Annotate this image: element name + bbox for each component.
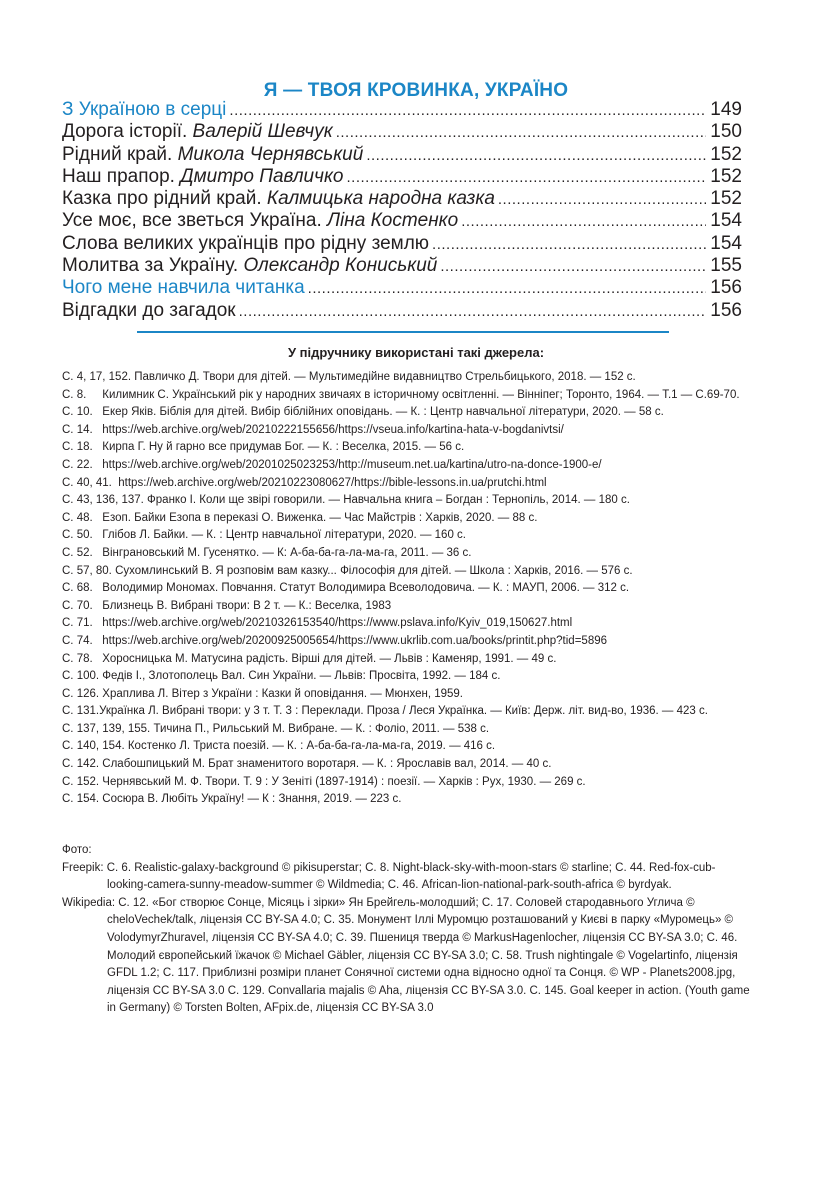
toc-entry[interactable] — [62, 233, 742, 255]
toc-title-text: Молитва за Україну. — [62, 255, 244, 277]
source-text: Слабошпицький М. Брат знаменитого воротаря. — К. : Ярославів вал, 2014. — 40 с. — [102, 758, 552, 771]
source-text: Сухомлинський В. Я розповім вам казку... Філософія для дітей. — Школа : Харків, 2016. — 576 с. — [115, 564, 633, 577]
toc-author: Калмицька народна казка — [266, 188, 495, 210]
source-page-ref: С. 48. — [62, 511, 103, 524]
source-text: Костенко Л. Триста поезій. — К. : А-ба-ба-га-ла-ма-га, 2019. — 416 с. — [127, 740, 496, 753]
source-page-ref: С. 43, 136, 137. — [62, 494, 148, 507]
toc-page-number: 155 — [710, 255, 742, 277]
source-text: Тичина П., Рильський М. Вибране. — К. : Фоліо, 2011. — 538 с. — [153, 722, 490, 735]
toc-author: Ліна Костенко — [327, 210, 459, 232]
source-entry — [62, 633, 752, 651]
toc-page-number: 154 — [710, 210, 742, 232]
toc-title-text: Наш прапор. — [62, 165, 181, 187]
source-entry — [62, 563, 752, 581]
source-text: Сосюра В. Любіть Україну! — К : Знання, 2019. — 223 с. — [102, 793, 402, 806]
source-page-ref: С. 10. — [62, 406, 103, 419]
toc-title-text: Казка про рідний край. — [62, 188, 267, 210]
toc-entry[interactable] — [62, 255, 742, 277]
toc-entry-title — [62, 144, 363, 166]
toc-title-text: Усе моє, все зветься Україна. — [62, 210, 328, 232]
toc-leader-dots — [461, 211, 706, 233]
source-page-ref: С. 78. — [62, 652, 103, 665]
source-page-ref: С. 14. — [62, 423, 103, 436]
source-text: Храплива Л. Вітер з України : Казки й оповідання. — Мюнхен, 1959. — [102, 687, 463, 700]
source-page-ref: С. 154. — [62, 793, 103, 806]
toc-entry-title — [62, 300, 236, 322]
source-entry — [62, 774, 752, 792]
source-page-ref: С. 131. — [62, 705, 100, 718]
source-text: https://web.archive.org/web/20200925005654/https://www.ukrlib.com.ua/books/printit.php?tid=5896 — [102, 634, 608, 647]
sources-title: У підручнику використані такі джерела: — [287, 345, 545, 360]
toc-leader-dots — [432, 234, 706, 256]
source-entry — [62, 738, 752, 756]
section-title: Я — ТВОЯ КРОВИНКА, УКРАЇНО — [263, 80, 569, 101]
source-entry — [62, 475, 752, 493]
source-text: Близнець В. Вибрані твори: В 2 т. — К.: Веселка, 1983 — [102, 599, 392, 612]
toc-entry[interactable] — [62, 144, 742, 166]
source-text: Павличко Д. Твори для дітей. — Мультимедійне видавництво Стрельбицького, 2018. — 152 с. — [134, 371, 636, 383]
toc-entry-title — [62, 210, 458, 232]
toc-title-text: З Україною в серці — [62, 99, 227, 120]
toc-entry[interactable] — [62, 99, 742, 121]
source-page-ref: С. 40, 41. — [62, 476, 119, 489]
source-entry — [62, 721, 752, 739]
toc-entry[interactable] — [62, 300, 742, 322]
toc-title-text: Відгадки до загадок — [62, 299, 236, 321]
source-page-ref: С. 126. — [62, 687, 103, 700]
source-text: Чернявський М. Ф. Твори. Т. 9 : У Зеніті (1897-1914) : поезії. — Харків : Рух, 1930. — 269 с. — [102, 775, 586, 788]
toc-author: Олександр Кониський — [243, 255, 438, 277]
table-of-contents — [62, 99, 742, 322]
toc-leader-dots — [336, 122, 707, 144]
toc-page-number: 152 — [710, 188, 742, 210]
toc-author: Дмитро Павличко — [180, 165, 344, 187]
toc-title-text: Дорога історії. — [62, 121, 193, 143]
source-text: Езоп. Байки Езопа в переказі О. Виженка. — Час Майстрів : Харків, 2020. — 88 с. — [102, 511, 538, 524]
source-page-ref: С. 50. — [62, 529, 103, 542]
toc-leader-dots — [366, 145, 706, 167]
source-text: https://web.archive.org/web/20201025023253/http://museum.net.ua/kartina/utro-na-donce-1900-e/ — [102, 458, 602, 471]
source-entry — [62, 457, 752, 475]
photo-credits — [62, 842, 752, 1018]
toc-entry-title — [62, 166, 344, 188]
toc-entry[interactable] — [62, 210, 742, 232]
source-page-ref: С. 18. — [62, 441, 103, 454]
source-entry — [62, 615, 752, 633]
source-entry — [62, 598, 752, 616]
toc-page-number: 149 — [710, 99, 742, 120]
toc-entry-title — [62, 99, 226, 121]
toc-entry[interactable] — [62, 166, 742, 188]
toc-entry[interactable] — [62, 188, 742, 210]
source-text: https://web.archive.org/web/20210223080627/https://bible-lessons.in.ua/prutchi.html — [118, 476, 547, 489]
toc-page-number: 152 — [710, 165, 742, 187]
toc-entry-title — [62, 255, 437, 277]
source-entry — [62, 369, 752, 387]
toc-entry[interactable] — [62, 277, 742, 299]
source-entry — [62, 703, 752, 721]
source-text: Килимник С. Український рік у народних звичаях в історичному освітленні. — Вінніпег; Торонто, 1964. — Т.1 — С.69-70. — [102, 388, 740, 401]
source-entry — [62, 510, 752, 528]
source-page-ref: С. 152. — [62, 775, 103, 788]
source-text: Федів І., Злотополець Вал. Син України. — Львів: Просвіта, 1992. — 184 с. — [102, 670, 501, 683]
source-text: Екер Яків. Біблія для дітей. Вибір біблійних оповідань. — К. : Центр навчальної літератури, 2020. — 58 с. — [102, 406, 664, 419]
source-page-ref: С. 68. — [62, 582, 103, 595]
toc-page-number: 156 — [710, 299, 742, 321]
toc-entry[interactable] — [62, 121, 742, 143]
source-entry — [62, 404, 752, 422]
source-text: Володимир Мономах. Повчання. Статут Володимира Всеволодовича. — К. : МАУП, 2006. — 312 с. — [102, 582, 630, 595]
divider-rule — [137, 331, 669, 333]
photo-credit-block: Freepik: С. 6. Realistic-galaxy-background © pikisuperstar; С. 8. Night-black-sky-with-moon-stars © starline; С. 44. Red-fox-cub-looking-camera-sunny-meadow-summer © Wildmedia; С. 46. African-lion-national-park-south-africa © byrdyak. — [62, 861, 716, 892]
toc-page-number: 154 — [710, 232, 742, 254]
toc-leader-dots — [308, 278, 707, 300]
source-page-ref: С. 70. — [62, 599, 103, 612]
source-entry — [62, 387, 752, 405]
source-page-ref: С. 22. — [62, 458, 103, 471]
source-page-ref: С. 52. — [62, 546, 103, 559]
source-page-ref: С. 100. — [62, 670, 103, 683]
source-text: https://web.archive.org/web/20210326153540/https://www.pslava.info/Kyiv_019,150627.html — [102, 617, 573, 630]
toc-leader-dots — [239, 301, 707, 323]
source-text: https://web.archive.org/web/20210222155656/https://vseua.info/kartina-hata-v-bogdanivtsi/ — [102, 423, 564, 436]
toc-page-number: 152 — [710, 143, 742, 165]
toc-author: Валерій Шевчук — [192, 121, 333, 143]
toc-leader-dots — [440, 256, 706, 278]
source-entry — [62, 545, 752, 563]
toc-leader-dots — [498, 189, 706, 211]
source-text: Українка Л. Вибрані твори: у 3 т. Т. 3 : Переклади. Проза / Леся Українка. — Київ: Держ. літ. вид-во, 1936. — 423 с. — [99, 705, 708, 718]
source-entry — [62, 791, 752, 809]
toc-page-number: 156 — [710, 277, 742, 299]
source-entry — [62, 580, 752, 598]
toc-leader-dots — [229, 100, 706, 122]
source-page-ref: С. 71. — [62, 617, 103, 630]
source-page-ref: С. 8. — [62, 388, 103, 401]
source-text: Кирпа Г. Ну й гарно все придумав Бог. — К. : Веселка, 2015. — 56 с. — [102, 441, 465, 454]
source-page-ref: С. 142. — [62, 758, 103, 771]
source-page-ref: С. 57, 80. — [62, 564, 116, 577]
source-page-ref: С. 4, 17, 152. — [62, 371, 135, 383]
source-page-ref: С. 137, 139, 155. — [62, 722, 154, 735]
source-entry — [62, 439, 752, 457]
toc-leader-dots — [347, 167, 707, 189]
toc-entry-title — [62, 233, 429, 255]
source-page-ref: С. 140, 154. — [62, 740, 128, 753]
source-entry — [62, 651, 752, 669]
source-text: Хоросницька М. Матусина радість. Вірші для дітей. — Львів : Каменяр, 1991. — 49 с. — [102, 652, 557, 665]
source-page-ref: С. 74. — [62, 634, 103, 647]
sources-list — [62, 369, 752, 809]
source-text: Глібов Л. Байки. — К. : Центр навчальної літератури, 2020. — 160 с. — [102, 529, 466, 542]
photos-label: Фото: — [62, 844, 92, 856]
source-entry — [62, 492, 752, 510]
toc-page-number: 150 — [710, 121, 742, 143]
toc-entry-title — [62, 121, 333, 143]
source-entry — [62, 527, 752, 545]
toc-entry-title — [62, 188, 495, 210]
toc-title-text: Рідний край. — [62, 143, 178, 165]
toc-entry-title — [62, 277, 305, 299]
toc-title-text: Слова великих українців про рідну землю — [62, 232, 430, 254]
source-entry — [62, 756, 752, 774]
photo-credit-block: Wikipedia: С. 12. «Бог створює Сонце, Місяць і зірки» Ян Брейгель-молодший; С. 17. Соловей стародавнього Углича © cheloVechek/talk, ліцензія CC BY-SA 4.0; С. 35. Монумент Іллі Муромцю розташований у Києві в парку «Муромець» © VolodymyrZhuravel, ліцензія CC BY-SA 4.0; С. 39. Пшениця тверда © MarkusHagenlocher, ліцензія CC BY-SA 3.0; С. 46. Молодий європейський їжачок © Michael Gäbler, ліцензія CC BY-SA 3.0; С. 58. Trush nightingale © Vogelartinfo, ліцензія GFDL 1.2; С. 117. Приблизні розміри планет Сонячної системи одна відносно одної та Сонця. © WP - Planets2008.jpg, ліцензія CC BY-SA 3.0 С. 129. Convallaria majalis © Aha, ліцензія CC BY-SA 3.0. С. 145. Goal keeper in action. (Youth game in Germany) © Torsten Bolten, AFpix.de, ліцензія CC BY-SA 3.0 — [62, 896, 750, 1015]
toc-author: Микола Чернявський — [177, 143, 364, 165]
toc-title-text: Чого мене навчила читанка — [62, 277, 305, 299]
source-entry — [62, 422, 752, 440]
source-text: Франко І. Коли ще звірі говорили. — Навчальна книга – Богдан : Тернопіль, 2014. — 180 с. — [147, 494, 630, 507]
source-text: Вінграновський М. Гусенятко. — К: А-ба-ба-га-ла-ма-га, 2011. — 36 с. — [102, 546, 472, 559]
source-entry — [62, 686, 752, 704]
source-entry — [62, 668, 752, 686]
